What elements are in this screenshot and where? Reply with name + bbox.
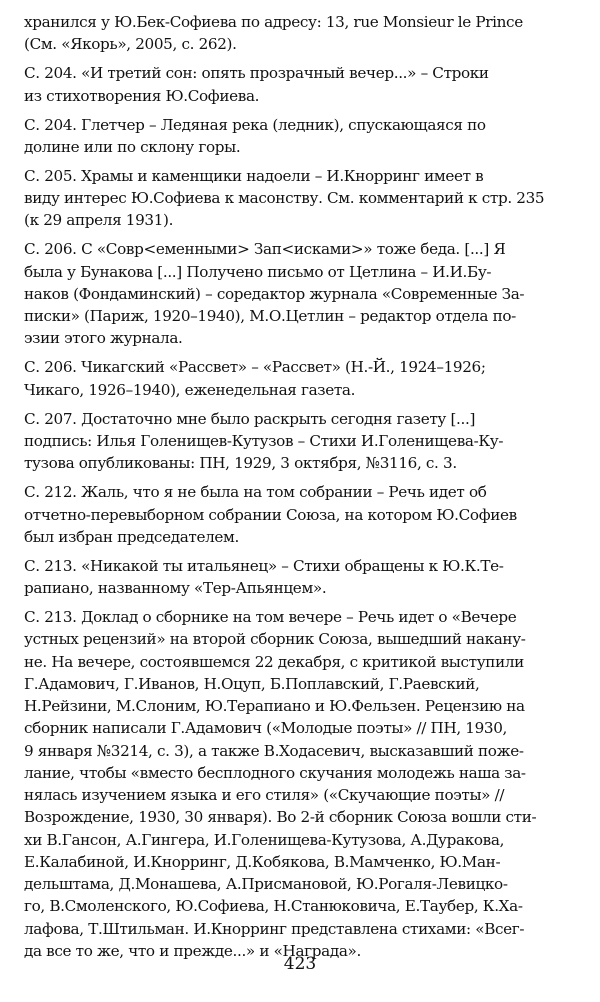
text-line: из стихотворения Ю.Софиева. [24,86,260,105]
text-line: Чикаго, 1926–1940), еженедельная газета. [24,380,356,399]
text-line: С. 206. С «Совр<еменными> Зап<исками>» тоже беда. [...] Я [24,240,506,259]
text-line: С. 204. Глетчер – Ледяная река (ледник), спускающаяся по [24,115,486,134]
text-line: не. На вечере, состоявшемся 22 декабря, с критикой выступили [24,652,524,671]
text-line: (к 29 апреля 1931). [24,211,174,230]
text-line: долине или по склону горы. [24,137,241,156]
text-line: С. 205. Храмы и каменщики надоели – И.Кнорринг имеет в [24,166,484,185]
text-line: тузова опубликованы: ПН, 1929, 3 октября, №3116, с. 3. [24,454,457,473]
text-line: Возрождение, 1930, 30 января). Во 2-й сборник Союза вошли сти- [24,808,537,827]
paragraph [24,555,580,600]
paragraph [24,356,580,401]
paragraph [24,408,580,475]
text-line: нялась изучением языка и его стиля» («Скучающие поэты» // [24,786,505,805]
text-line: был избран председателем. [24,527,239,546]
text-line: рапиано, названному «Тер-Апьянцем». [24,579,327,598]
text-line: Н.Рейзини, М.Слоним, Ю.Терапиано и Ю.Фельзен. Рецензию на [24,697,525,716]
text-line: подпись: Илья Голенищев-Кутузов – Стихи И.Голенищева-Ку- [24,432,504,451]
text-line: хи В.Гансон, А.Гингера, И.Голенищева-Кутузова, А.Дуракова, [24,830,505,849]
paragraph [24,11,580,56]
text-line: писки» (Париж, 1920–1940), М.О.Цетлин – редактор отдела по- [24,307,516,326]
text-line: С. 206. Чикагский «Рассвет» – «Рассвет» (Н.-Й., 1924–1926; [24,358,486,377]
text-line: (См. «Якорь», 2005, с. 262). [24,35,237,54]
paragraph [24,238,580,349]
text-line: виду интерес Ю.Софиева к масонству. См. комментарий к стр. 235 [24,189,545,208]
text-line: Е.Калабиной, И.Кнорринг, Д.Кобякова, В.Мамченко, Ю.Ман- [24,852,501,871]
text-line: лание, чтобы «вместо бесплодного скучания молодежь наша за- [24,763,526,782]
text-line: го, В.Смоленского, Ю.Софиева, Н.Станюковича, Е.Таубер, К.Ха- [24,897,523,916]
text-line: устных рецензий» на второй сборник Союза, вышедший накану- [24,630,526,649]
text-line: хранился у Ю.Бек-Софиева по адресу: 13, rue Monsieur le Prince [24,13,523,31]
text-line: С. 212. Жаль, что я не была на том собрании – Речь идет об [24,483,487,502]
text-line: сборник написали Г.Адамович («Молодые поэты» // ПН, 1930, [24,719,508,738]
page-number: 423 [283,954,317,974]
paragraph [24,481,580,548]
text-line: С. 213. «Никакой ты итальянец» – Стихи обращены к Ю.К.Те- [24,556,504,575]
text-line: 9 января №3214, с. 3), а также В.Ходасевич, высказавший поже- [24,741,524,760]
text-line: лафова, Т.Штильман. И.Кнорринг представлена стихами: «Всег- [24,919,525,938]
text-line: была у Бунакова [...] Получено письмо от Цетлина – И.И.Бу- [24,262,492,281]
text-line: эзии этого журнала. [24,329,183,348]
paragraph [24,606,580,962]
paragraph [24,62,580,107]
text-line: да все то же, что и прежде...» и «Награда». [24,941,361,960]
paragraph [24,165,580,232]
text-line: С. 213. Доклад о сборнике на том вечере – Речь идет о «Вечере [24,608,517,627]
text-line: наков (Фондаминский) – соредактор журнала «Современные За- [24,284,525,303]
paragraph [24,114,580,159]
text-line: С. 204. «И третий сон: опять прозрачный вечер...» – Строки [24,64,489,83]
text-line: дельштама, Д.Монашева, А.Присмановой, Ю.Рогаля-Левицко- [24,875,508,894]
text-line: С. 207. Достаточно мне было раскрыть сегодня газету [...] [24,409,476,428]
text-line: отчетно-перевыборном собрании Союза, на котором Ю.Софиев [24,505,517,524]
text-line: Г.Адамович, Г.Иванов, Н.Оцуп, Б.Поплавский, Г.Раевский, [24,674,480,693]
commentary-text [24,11,580,962]
